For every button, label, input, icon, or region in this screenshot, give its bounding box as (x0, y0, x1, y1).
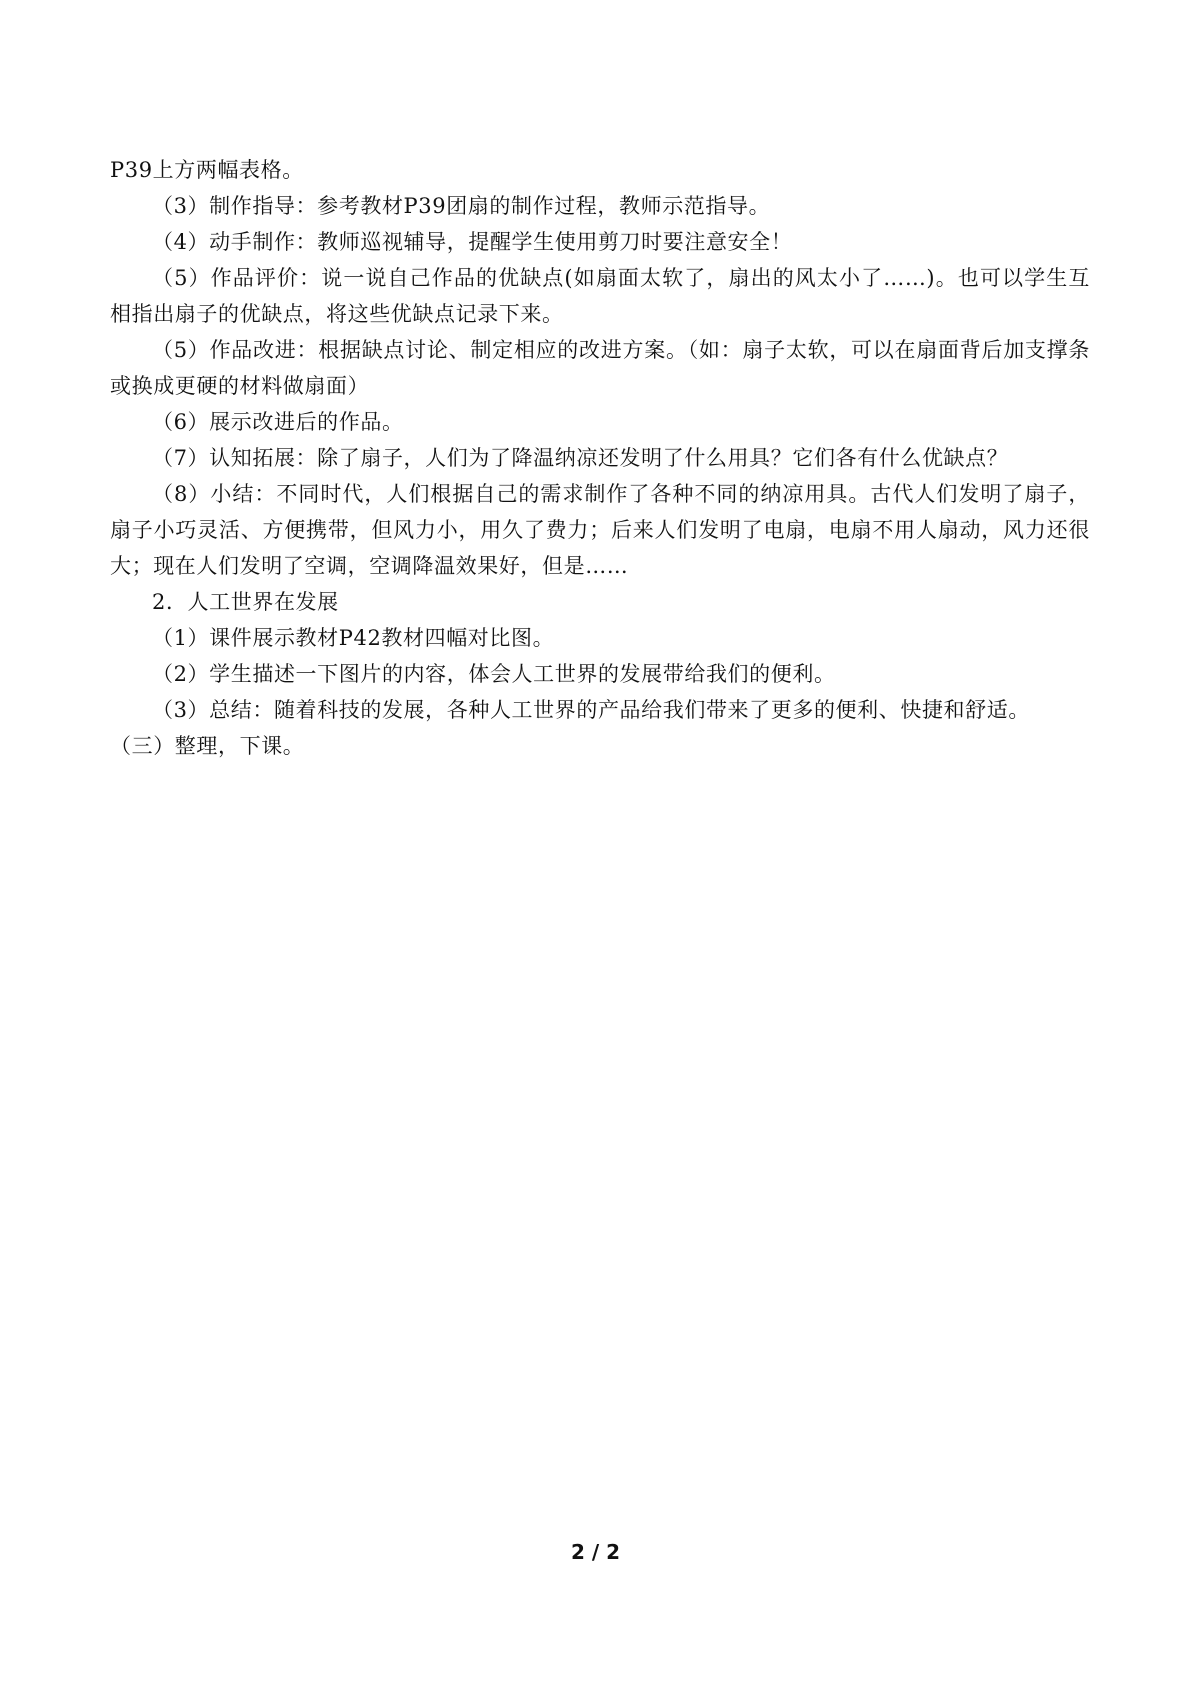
paragraph-section2-step-1: （1）课件展示教材P42教材四幅对比图。 (152, 626, 555, 650)
paragraph-step-6-display: （6）展示改进后的作品。 (152, 410, 404, 434)
paragraph-section2-step-2: （2）学生描述一下图片的内容，体会人工世界的发展带给我们的便利。 (152, 662, 836, 686)
page-number: 2 / 2 (570, 1540, 621, 1564)
paragraph-wrap-up: （三）整理，下课。 (110, 734, 305, 758)
paragraph-p39-tables: P39上方两幅表格。 (110, 158, 304, 182)
section-heading-artificial-world: 2．人工世界在发展 (152, 590, 339, 614)
paragraph-step-5-improvement: （5）作品改进：根据缺点讨论、制定相应的改进方案。（如：扇子太软，可以在扇面背后加支撑条或换成更硬的材料做扇面） (110, 338, 1090, 398)
paragraph-step-7-extension: （7）认知拓展：除了扇子，人们为了降温纳凉还发明了什么用具？它们各有什么优缺点？ (152, 446, 1009, 470)
paragraph-step-3-guidance: （3）制作指导：参考教材P39团扇的制作过程，教师示范指导。 (152, 194, 771, 218)
paragraph-step-8-summary: （8）小结：不同时代，人们根据自己的需求制作了各种不同的纳凉用具。古代人们发明了扇子，扇子小巧灵活、方便携带，但风力小，用久了费力；后来人们发明了电扇，电扇不用人扇动，风力还很大；现在人们发明了空调，空调降温效果好，但是…… (110, 482, 1090, 578)
paragraph-step-5-evaluation: （5）作品评价：说一说自己作品的优缺点(如扇面太软了，扇出的风太小了……)。也可以学生互相指出扇子的优缺点，将这些优缺点记录下来。 (110, 266, 1090, 326)
document-body (110, 152, 1090, 764)
paragraph-section2-step-3: （3）总结：随着科技的发展，各种人工世界的产品给我们带来了更多的便利、快捷和舒适。 (152, 698, 1030, 722)
paragraph-step-4-making: （4）动手制作：教师巡视辅导，提醒学生使用剪刀时要注意安全！ (152, 230, 793, 254)
